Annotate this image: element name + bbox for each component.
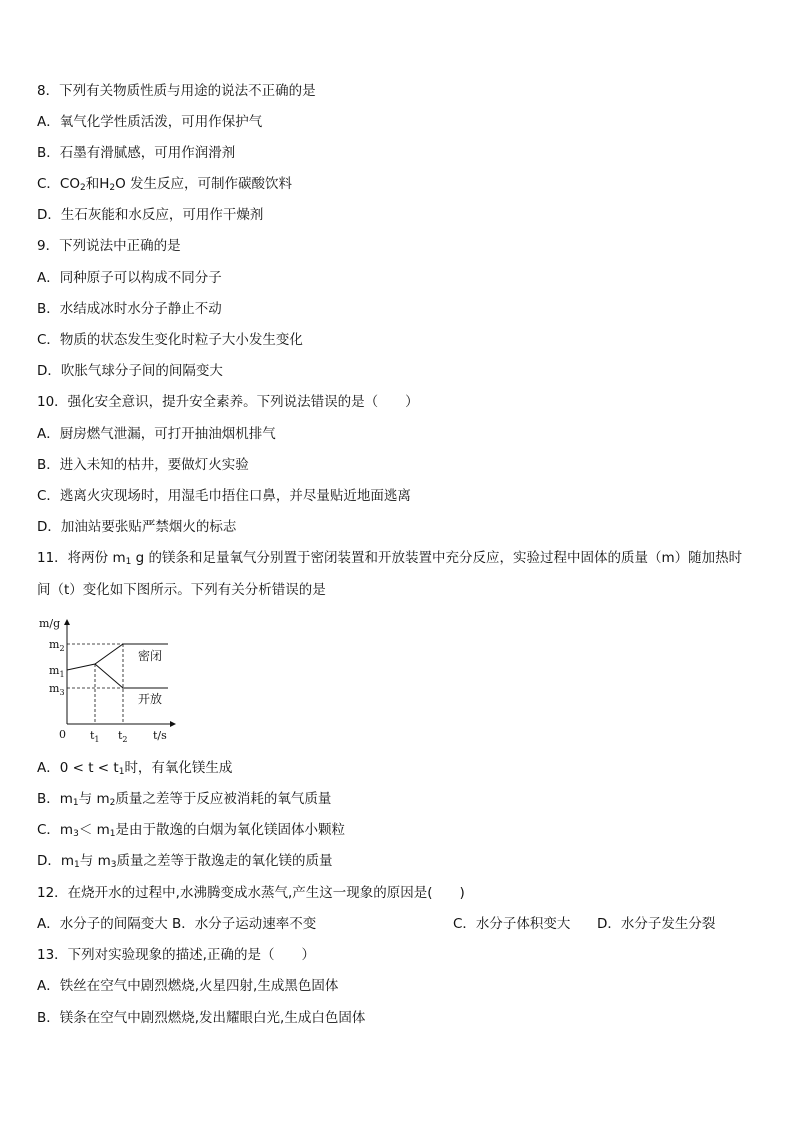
y-axis-label: m/g (39, 617, 61, 630)
option-c-text: O 发生反应，可制作碳酸饮料 (115, 176, 293, 192)
question-11-option-c (37, 821, 345, 839)
question-13-option-a: A．铁丝在空气中剧烈燃烧,火星四射,生成黑色固体 (37, 978, 339, 994)
option-text: ＜ m (78, 822, 110, 838)
question-12-option-c: C．水分子体积变大 (453, 916, 571, 932)
m2-label: $m_2$ (49, 638, 65, 653)
question-10-option-b: B．进入未知的枯井，要做灯火实验 (37, 457, 249, 473)
x-axis-label: t/s (153, 729, 167, 742)
open-curve (95, 664, 168, 688)
subscript: 1 (72, 798, 79, 808)
subscript: 2 (109, 798, 116, 808)
subscript: 1 (118, 767, 125, 777)
question-10-option-c: C．逃离火灾现场时，用湿毛巾捂住口鼻，并尽量贴近地面逃离 (37, 488, 411, 504)
m3-label: $m_3$ (49, 682, 65, 697)
option-text: D．m (37, 853, 75, 869)
t2-label: $t_2$ (118, 729, 128, 744)
question-13-stem: 13．下列对实验现象的描述,正确的是（ ） (37, 947, 315, 963)
question-8-option-d: D．生石灰能和水反应，可用作干燥剂 (37, 207, 264, 223)
question-9-option-d: D．吹胀气球分子间的间隔变大 (37, 363, 223, 379)
question-8-option-a: A．氧气化学性质活泼，可用作保护气 (37, 114, 263, 130)
question-10-option-d: D．加油站要张贴严禁烟火的标志 (37, 519, 237, 535)
question-9-option-b: B．水结成冰时水分子静止不动 (37, 301, 222, 317)
m1-label: $m_1$ (49, 664, 65, 679)
option-text: B．m (37, 791, 73, 807)
subscript: 1 (109, 829, 116, 839)
question-13-option-b: B．镁条在空气中剧烈燃烧,发出耀眼白光,生成白色固体 (37, 1010, 366, 1026)
open-label: 开放 (138, 692, 163, 706)
stem-text: 11．将两份 m (37, 550, 126, 566)
question-12-stem: 12．在烧开水的过程中,水沸腾变成水蒸气,产生这一现象的原因是( ) (37, 885, 465, 901)
question-11-stem-line-1 (37, 549, 742, 567)
t1-label: $t_1$ (90, 729, 100, 744)
option-text: 质量之差等于反应被消耗的氧气质量 (115, 791, 332, 807)
subscript: 3 (73, 829, 79, 839)
option-text: 与 m (78, 791, 110, 807)
option-text: 与 m (79, 853, 111, 869)
question-8-option-c (37, 175, 292, 193)
mass-time-graph (35, 612, 185, 747)
closed-label: 密闭 (138, 649, 163, 663)
option-text: A．0 < t < t (37, 760, 119, 776)
subscript: 1 (125, 557, 132, 567)
question-11-stem-line-2: 间（t）变化如下图所示。下列有关分析错误的是 (37, 582, 326, 598)
option-text: 质量之差等于散逸走的氧化镁的质量 (116, 853, 333, 869)
question-9-option-a: A．同种原子可以构成不同分子 (37, 270, 222, 286)
subscript: 3 (110, 860, 117, 870)
option-text: 时，有氧化镁生成 (124, 760, 233, 776)
stem-text: g 的镁条和足量氧气分别置于密闭装置和开放装置中充分反应，实验过程中固体的质量（m）随加热时 (131, 550, 743, 566)
question-9-option-c: C．物质的状态发生变化时粒子大小发生变化 (37, 332, 303, 348)
question-11-option-a (37, 759, 232, 777)
option-c-text: C．CO (37, 176, 80, 192)
question-9-stem: 9．下列说法中正确的是 (37, 238, 181, 254)
question-11-option-d (37, 852, 332, 870)
question-8-stem: 8．下列有关物质性质与用途的说法不正确的是 (37, 83, 316, 99)
subscript: 2 (79, 183, 86, 193)
subscript: 1 (74, 860, 80, 870)
subscript: 2 (109, 183, 116, 193)
question-10-stem: 10．强化安全意识，提升安全素养。下列说法错误的是（ ） (37, 394, 419, 410)
question-8-option-b: B．石墨有滑腻感，可用作润滑剂 (37, 145, 236, 161)
question-11-option-b (37, 790, 331, 808)
origin-label: 0 (59, 728, 66, 741)
question-12-options-ab: A．水分子的间隔变大 B．水分子运动速率不变 (37, 916, 317, 932)
option-c-text: 和H (85, 176, 110, 192)
question-10-option-a: A．厨房燃气泄漏，可打开抽油烟机排气 (37, 426, 276, 442)
option-text: C．m (37, 822, 74, 838)
question-12-option-d: D．水分子发生分裂 (597, 916, 716, 932)
option-text: 是由于散逸的白烟为氧化镁固体小颗粒 (115, 822, 345, 838)
